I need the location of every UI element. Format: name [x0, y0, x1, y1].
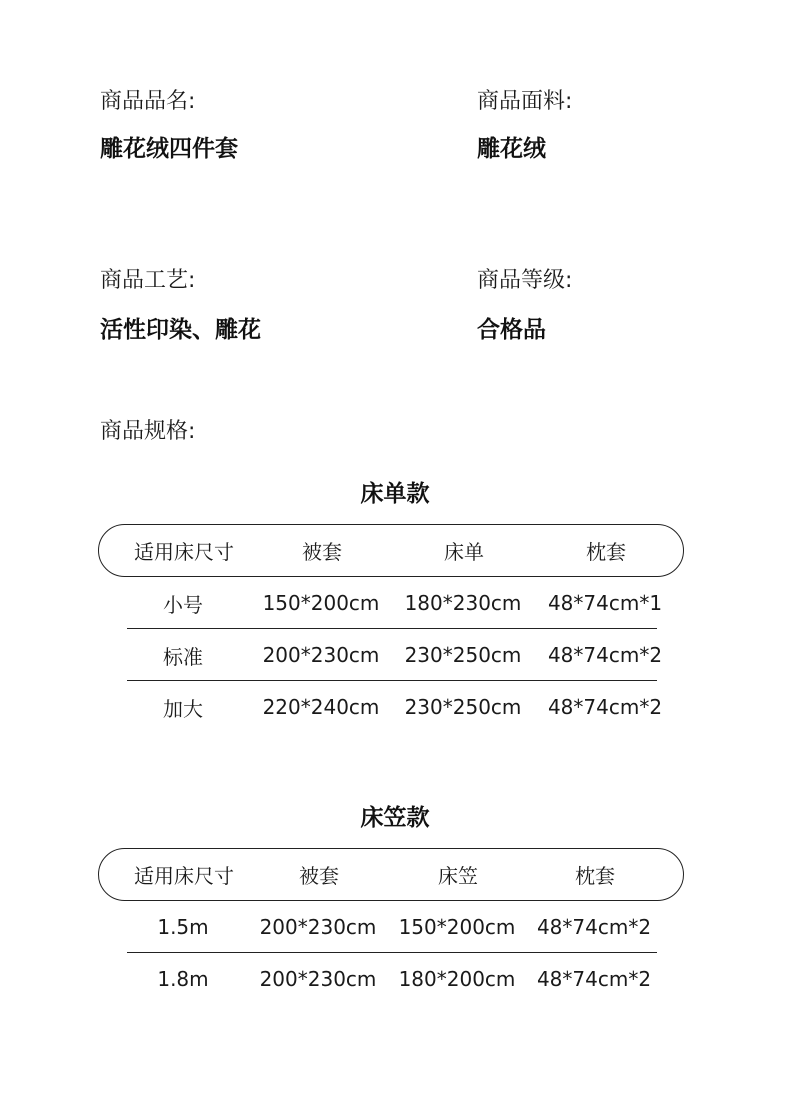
- table-cell: 加大: [163, 696, 203, 721]
- table-cell: 150*200cm: [398, 915, 516, 939]
- header-cell: 被套: [302, 540, 342, 564]
- table-cell: 48*74cm*2: [536, 915, 652, 939]
- product-name-label: 商品品名:: [100, 89, 196, 114]
- header-cell: 床笠: [438, 864, 478, 888]
- sheet-size-table: [98, 524, 684, 733]
- table-header: [98, 524, 684, 577]
- table-cell: 200*230cm: [259, 967, 377, 991]
- spec-label: 商品规格:: [100, 419, 196, 444]
- table-cell: 200*230cm: [262, 643, 380, 667]
- table-cell: 1.5m: [157, 915, 209, 939]
- table-cell: 小号: [163, 592, 203, 617]
- table-cell: 48*74cm*2: [536, 967, 652, 991]
- table-cell: 1.8m: [157, 967, 209, 991]
- table-cell: 220*240cm: [262, 695, 380, 719]
- table-cell: 230*250cm: [404, 695, 522, 719]
- craft-label: 商品工艺:: [100, 268, 196, 293]
- craft-value: 活性印染、雕花: [100, 317, 261, 343]
- header-cell: 适用床尺寸: [134, 864, 234, 888]
- fitted-table-title: 床笠款: [360, 805, 430, 831]
- grade-label: 商品等级:: [477, 268, 573, 293]
- sheet-table-title: 床单款: [360, 481, 430, 507]
- table-cell: 180*230cm: [404, 591, 522, 615]
- table-row: [98, 681, 684, 733]
- table-cell: 150*200cm: [262, 591, 380, 615]
- header-cell: 床单: [444, 540, 484, 564]
- table-cell: 200*230cm: [259, 915, 377, 939]
- fitted-size-table: [98, 848, 684, 1005]
- table-cell: 48*74cm*2: [547, 643, 663, 667]
- table-cell: 48*74cm*2: [547, 695, 663, 719]
- table-cell: 180*200cm: [398, 967, 516, 991]
- header-cell: 适用床尺寸: [134, 540, 234, 564]
- product-name-value: 雕花绒四件套: [100, 136, 238, 162]
- table-row: [98, 953, 684, 1005]
- table-cell: 48*74cm*1: [547, 591, 663, 615]
- fabric-label: 商品面料:: [477, 89, 573, 114]
- fabric-value: 雕花绒: [477, 136, 546, 162]
- header-cell: 枕套: [575, 864, 615, 888]
- table-cell: 230*250cm: [404, 643, 522, 667]
- header-cell: 被套: [299, 864, 339, 888]
- table-row: [98, 901, 684, 953]
- table-header: [98, 848, 684, 901]
- table-row: [98, 629, 684, 681]
- header-cell: 枕套: [586, 540, 626, 564]
- table-row: [98, 577, 684, 629]
- table-cell: 标准: [163, 644, 203, 669]
- grade-value: 合格品: [477, 317, 546, 343]
